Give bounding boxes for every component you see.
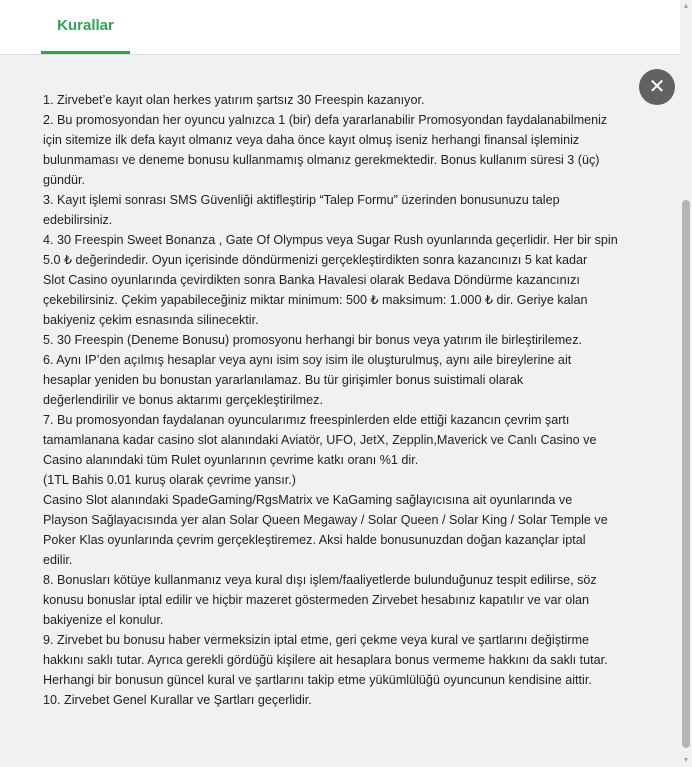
rules-line: çekebilirsiniz. Çekim yapabileceğiniz miktar minimum: 500 ₺ maksimum: 1.000 ₺ dir. Geriye kalan (43, 293, 588, 307)
rules-line: gündür. (43, 173, 86, 187)
rules-line: Herhangi bir bonusun güncel kural ve şartlarını takip etme yükümlülüğü oyuncunun kendisine aittir. (43, 673, 592, 687)
rules-line: (1TL Bahis 0.01 kuruş olarak çevrime yansır.) (43, 473, 296, 487)
rules-line: Casino Slot alanındaki SpadeGaming/RgsMatrix ve KaGaming sağlayıcısına ait oyunlarında ve (43, 493, 573, 507)
rules-line: değerlendirilir ve bonus aktarımı gerçekleştirilmez. (43, 393, 323, 407)
rules-line: 1. Zirvebet’e kayıt olan herkes yatırım şartsız 30 Freespin kazanıyor. (43, 93, 425, 107)
rules-line: 2. Bu promosyondan her oyuncu yalnızca 1 (bir) defa yararlanabilir Promosyondan faydalanabilmeniz (43, 113, 608, 127)
rules-line: 8. Bonusları kötüye kullanmanız veya kural dışı işlem/faaliyetlerde bulunduğunuz tespit edilirse, söz (43, 573, 597, 587)
rules-line: hesaplar yeniden bu bonustan yararlanılamaz. Bu tür girişimler bonus suistimali olarak (43, 373, 524, 387)
rules-line: Slot Casino oyunlarında çevirdikten sonra Banka Havalesi olarak Bedava Döndürme kazancınızı (43, 273, 580, 287)
rules-line: hakkını saklı tutar. Ayrıca gerekli gördüğü kişilere ait hesaplara bonus vermeme hakkını da saklı tutar. (43, 653, 608, 667)
rules-line: 10. Zirvebet Genel Kurallar ve Şartları geçerlidir. (43, 693, 312, 707)
rules-line: Casino alanındaki tüm Rulet oyunlarının çevrime katkı oranı %1 dir. (43, 453, 419, 467)
rules-line: 7. Bu promosyondan faydalanan oyuncularımız freespinlerden elde ettiği kazancın çevrim şartı (43, 413, 570, 427)
rules-line: için sitemize ilk defa kayıt olmanız veya daha önce kayıt olmuş iseniz herhangi finansal işleminiz (43, 133, 580, 147)
scroll-down-arrow-icon[interactable]: ▼ (682, 757, 690, 764)
rules-line: bakiyenize el konulur. (43, 613, 164, 627)
rules-line: edebilirsiniz. (43, 213, 113, 227)
tab-bar (0, 0, 680, 55)
rules-line: 3. Kayıt işlemi sonrası SMS Güvenliği aktifleştirip “Talep Formu” üzerinden bonusunuzu talep (43, 193, 560, 207)
rules-line: 5.0 ₺ değerindedir. Oyun içerisinde döndürmenizi gerçekleştirdikten sonra kazancınızı 5 kat kadar (43, 253, 588, 267)
rules-line: edilir. (43, 553, 73, 567)
rules-text (43, 90, 643, 710)
rules-line: tamamlanana kadar casino slot alanındaki Aviatör, UFO, JetX, Zepplin,Maverick ve Canlı Casino ve (43, 433, 597, 447)
rules-line: 9. Zirvebet bu bonusu haber vermeksizin iptal etme, geri çekme veya kural ve şartlarını değiştirme (43, 633, 589, 647)
rules-line: 6. Aynı IP’den açılmış hesaplar veya aynı isim soy isim ile oluşturulmuş, aynı aile bireylerine ait (43, 353, 572, 367)
scroll-up-arrow-icon[interactable]: ▲ (682, 3, 690, 10)
rules-line: bulunmaması ve deneme bonusu kullanmamış olmanız gerekmektedir. Bonus kullanım süresi 3 (üç) (43, 153, 600, 167)
close-button[interactable] (639, 69, 675, 105)
rules-line: 5. 30 Freespin (Deneme Bonusu) promosyonu herhangi bir bonus veya yatırım ile birleştirilemez. (43, 333, 582, 347)
rules-line: Poker Klas oyunlarında çevrim gerçekleştiremez. Aksi halde bonusunuzdan doğan kazançlar iptal (43, 533, 586, 547)
tab-kurallar-label: Kurallar (57, 17, 114, 34)
rules-line: Playson Sağlayacısında yer alan Solar Queen Megaway / Solar Queen / Solar King / Solar Temple ve (43, 513, 608, 527)
rules-line: bakiyeniz çekim esnasında silinecektir. (43, 313, 259, 327)
close-icon: ✕ (648, 76, 666, 98)
rules-line: 4. 30 Freespin Sweet Bonanza , Gate Of Olympus veya Sugar Rush oyunlarında geçerlidir. Her bir spin (43, 233, 618, 247)
scrollbar-thumb[interactable] (682, 200, 690, 748)
tab-kurallar[interactable] (41, 0, 130, 54)
rules-line: konusu bonuslar iptal edilir ve hiçbir mazeret göstermeden Zirvebet hesabınız kapatılır ve var olan (43, 593, 590, 607)
